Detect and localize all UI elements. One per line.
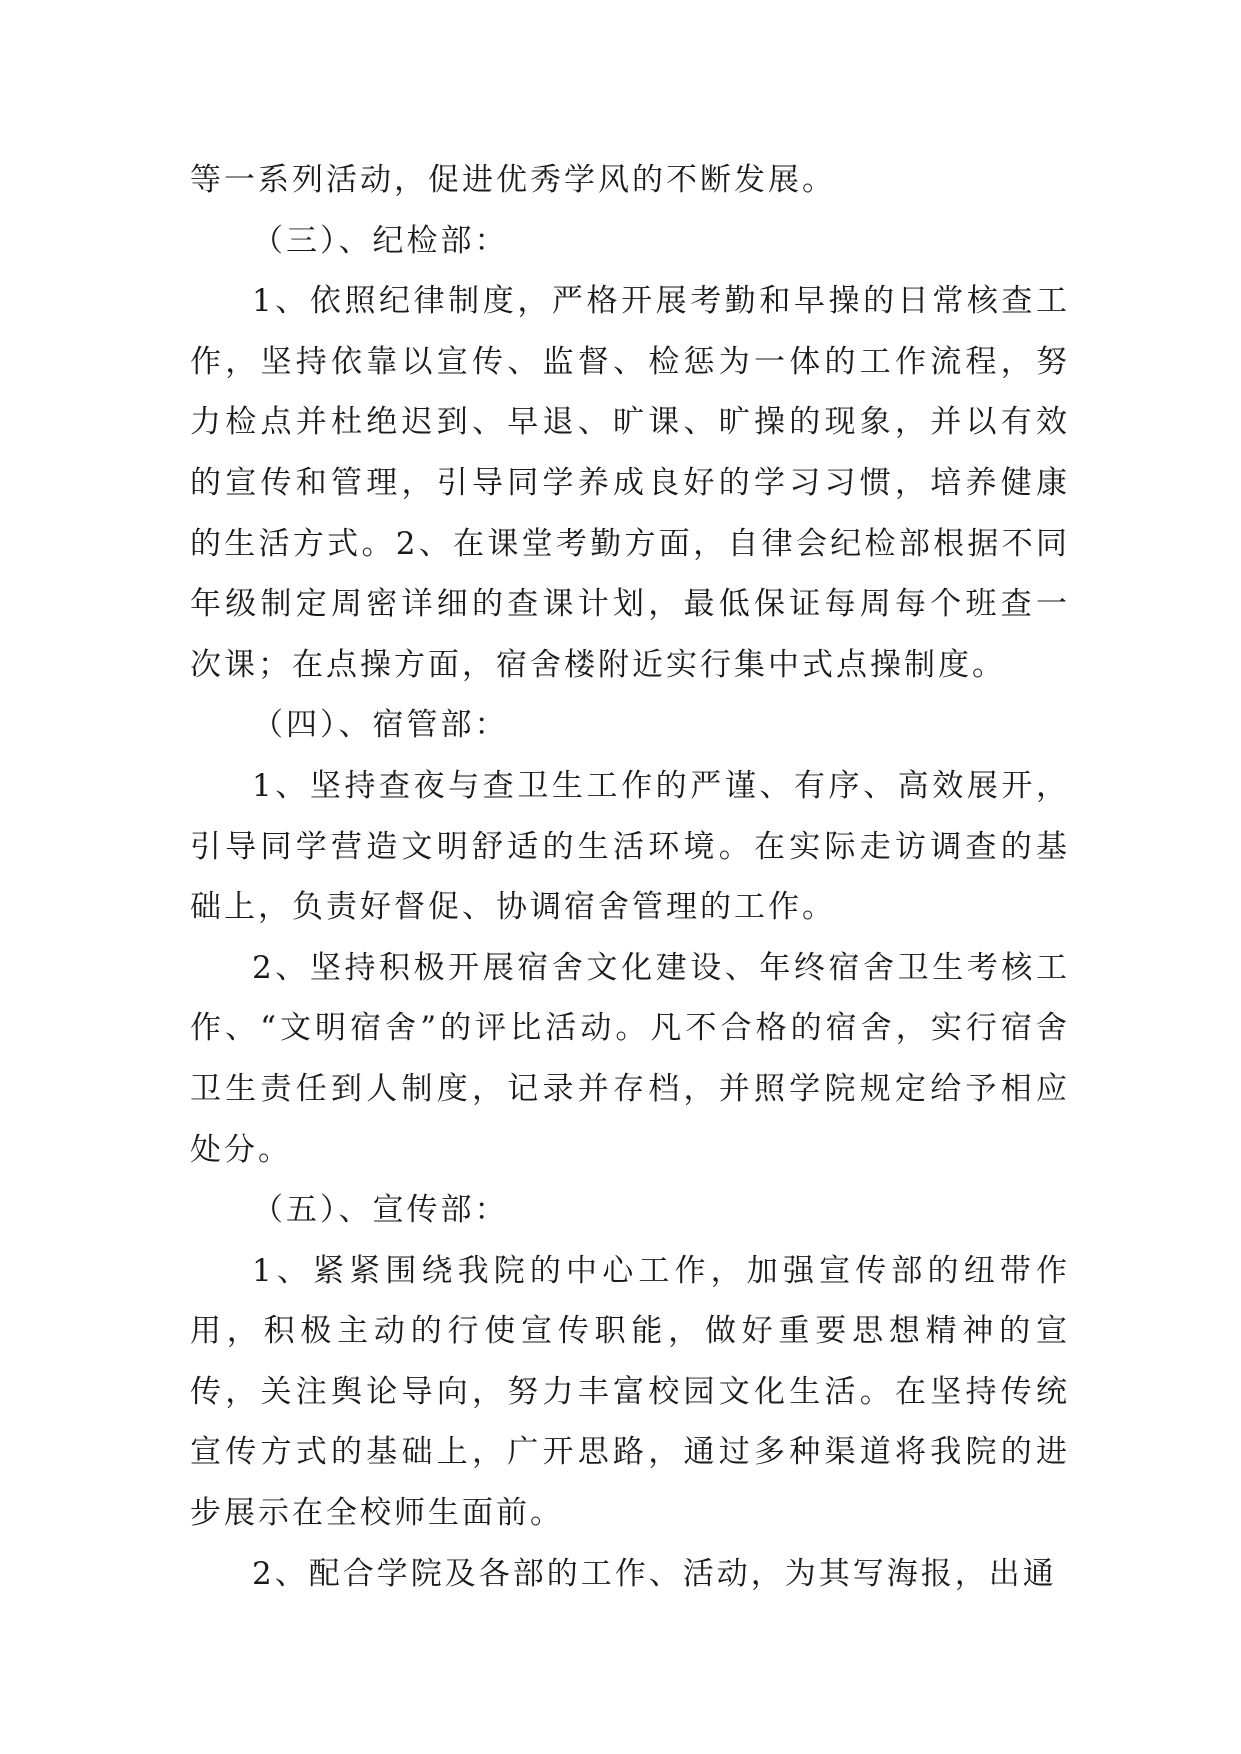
paragraph-publicity-2: 2、配合学院及各部的工作、活动，为其写海报，出通 [252, 1555, 1057, 1592]
paragraph-discipline: 1、依照纪律制度，严格开展考勤和早操的日常核查工作，坚持依靠以宣传、监督、检惩为一体的工作流程，努力检点并杜绝迟到、早退、旷课、旷操的现象，并以有效的宣传和管理，引导同学养成良好的学习习惯，培养健康的生活方式。2、在课堂考勤方面，自律会纪检部根据不同年级制定周密详细的查课计划，最低保证每周每个班查一次课；在点操方面，宿舍楼附近实行集中式点操制度。 [190, 283, 1070, 683]
section-heading-dormitory: （四）、宿管部： [252, 707, 509, 744]
paragraph-dormitory-2: 2、坚持积极开展宿舍文化建设、年终宿舍卫生考核工作、“文明宿舍”的评比活动。凡不合格的宿舍，实行宿舍卫生责任到人制度，记录并存档，并照学院规定给予相应处分。 [190, 949, 1070, 1168]
paragraph-dormitory-1: 1、坚持查夜与查卫生工作的严谨、有序、高效展开，引导同学营造文明舒适的生活环境。在实际走访调查的基础上，负责好督促、协调宿舍管理的工作。 [190, 767, 1070, 926]
section-heading-discipline: （三）、纪检部： [252, 222, 509, 259]
document-body [190, 150, 1070, 1604]
paragraph-publicity-1: 1、紧紧围绕我院的中心工作，加强宣传部的纽带作用，积极主动的行使宣传职能，做好重要思想精神的宣传，关注舆论导向，努力丰富校园文化生活。在坚持传统宣传方式的基础上，广开思路，通过多种渠道将我院的进步展示在全校师生面前。 [190, 1252, 1070, 1532]
paragraph-continuation: 等一系列活动，促进优秀学风的不断发展。 [190, 162, 836, 198]
section-heading-publicity: （五）、宣传部： [252, 1192, 509, 1229]
